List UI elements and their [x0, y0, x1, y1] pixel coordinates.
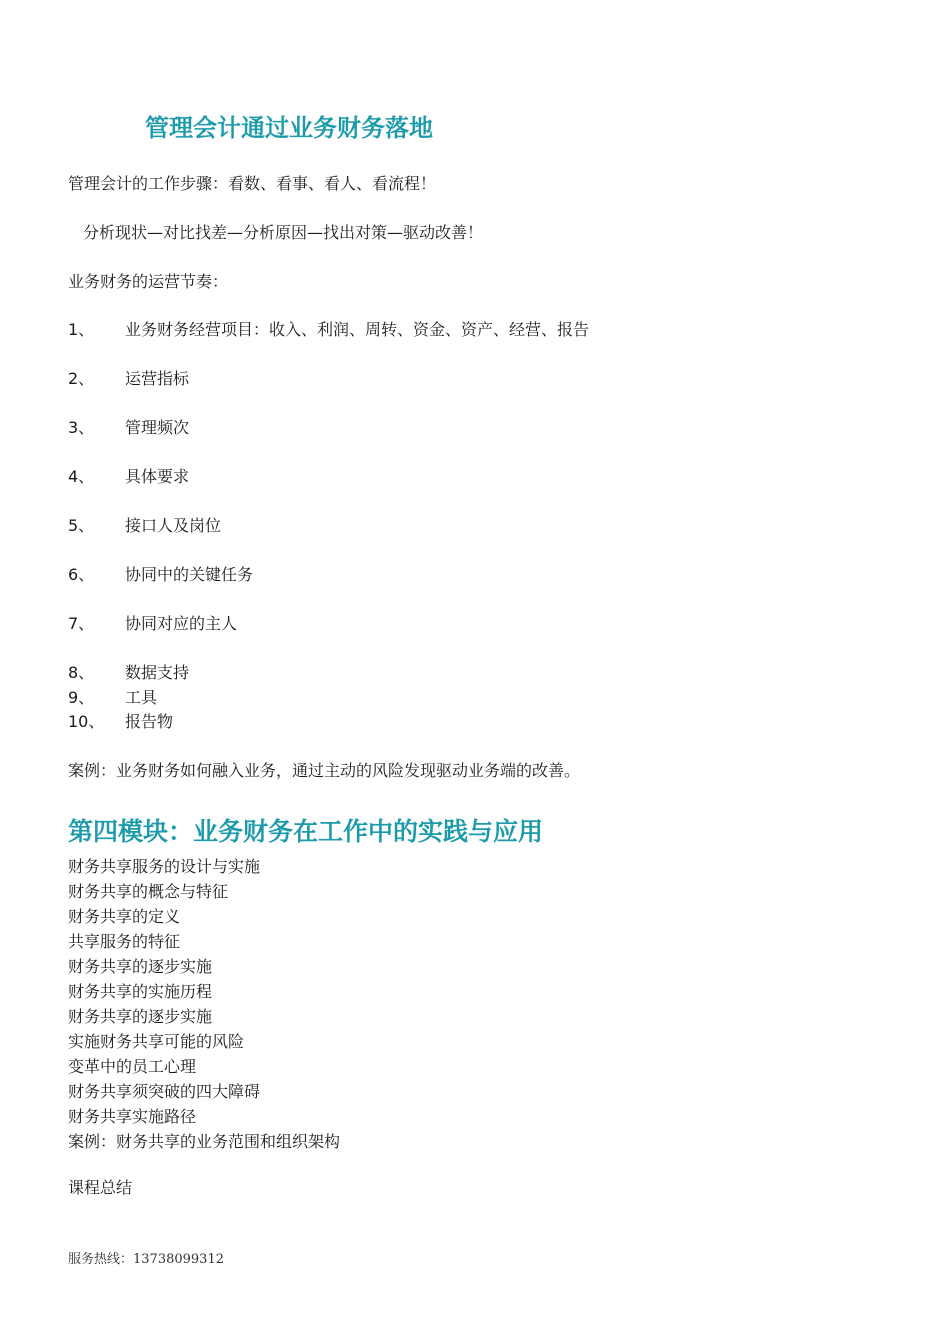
case-text: 案例：业务财务如何融入业务，通过主动的风险发现驱动业务端的改善。: [68, 761, 581, 780]
section-title: 第四模块：业务财务在工作中的实践与应用: [68, 817, 544, 846]
list-number: 9、: [68, 688, 95, 707]
list-item: 工具: [125, 688, 158, 707]
topic-item: 财务共享服务的设计与实施: [68, 857, 261, 876]
topic-item: 变革中的员工心理: [68, 1057, 197, 1076]
module-topic-list: [68, 854, 340, 1154]
list-item: 运营指标: [125, 369, 190, 388]
list-number: 5、: [68, 516, 95, 535]
list-item: 报告物: [125, 712, 174, 731]
list-item: 业务财务经营项目：收入、利润、周转、资金、资产、经营、报告: [125, 320, 590, 339]
list-number: 3、: [68, 418, 95, 437]
process-text: 分析现状—对比找差—分析原因—找出对策—驱动改善！: [83, 223, 484, 242]
topic-item: 财务共享的实施历程: [68, 982, 213, 1001]
topic-item: 财务共享实施路径: [68, 1107, 197, 1126]
topic-item: 财务共享的定义: [68, 907, 181, 926]
list-number: 7、: [68, 614, 95, 633]
list-item: 具体要求: [125, 467, 190, 486]
topic-item: 实施财务共享可能的风险: [68, 1032, 245, 1051]
topic-item: 财务共享的逐步实施: [68, 957, 213, 976]
list-number: 8、: [68, 663, 95, 682]
list-item: 协同中的关键任务: [125, 565, 254, 584]
list-number: 6、: [68, 565, 95, 584]
topic-item: 财务共享的概念与特征: [68, 882, 229, 901]
list-item: 数据支持: [125, 663, 190, 682]
topic-item: 财务共享的逐步实施: [68, 1007, 213, 1026]
list-number: 4、: [68, 467, 95, 486]
service-hotline: 服务热线：13738099312: [68, 1252, 224, 1267]
topic-item: 财务共享须突破的四大障碍: [68, 1082, 261, 1101]
list-item: 接口人及岗位: [125, 516, 222, 535]
work-steps-text: 管理会计的工作步骤：看数、看事、看人、看流程！: [68, 174, 437, 193]
course-summary: 课程总结: [68, 1178, 133, 1197]
topic-item: 案例：财务共享的业务范围和组织架构: [68, 1132, 341, 1151]
list-number: 10、: [68, 712, 105, 731]
page-title: 管理会计通过业务财务落地: [145, 114, 433, 142]
topic-item: 共享服务的特征: [68, 932, 181, 951]
list-number: 1、: [68, 320, 95, 339]
list-item: 协同对应的主人: [125, 614, 238, 633]
list-number: 2、: [68, 369, 95, 388]
list-item: 管理频次: [125, 418, 190, 437]
rhythm-heading: 业务财务的运营节奏：: [68, 272, 229, 291]
